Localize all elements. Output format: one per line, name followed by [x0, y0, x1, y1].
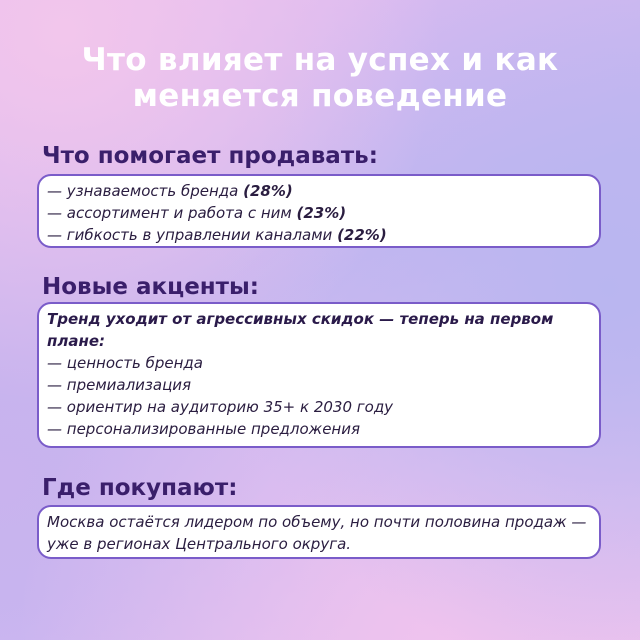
item-value: (23%)	[296, 204, 347, 222]
section-heading-accents: Новые акценты:	[42, 274, 260, 300]
item-value: (28%)	[243, 182, 293, 200]
section-heading-sales: Что помогает продавать:	[42, 143, 378, 169]
list-item	[47, 180, 591, 202]
page-title-line-1: Что влияет на успех и как	[81, 42, 559, 78]
list-item: — ценность бренда	[47, 354, 203, 372]
where-text: Москва остаётся лидером по объему, но почти половина продаж — уже в регионах Центрального округа.	[47, 513, 587, 553]
accents-card	[37, 302, 601, 448]
accents-lead: Тренд уходит от агрессивных скидок — теперь на первом плане:	[47, 310, 554, 350]
list-item: — персонализированные предложения	[47, 420, 361, 438]
where-card	[37, 505, 601, 559]
list-item	[47, 224, 591, 246]
item-text: — гибкость в управлении каналами	[47, 226, 338, 244]
item-text: — ассортимент и работа с ним	[47, 204, 297, 222]
accents-list	[47, 352, 591, 440]
page-title	[0, 42, 640, 114]
section-heading-where: Где покупают:	[42, 475, 238, 501]
list-item	[47, 202, 591, 224]
sales-card	[37, 174, 601, 248]
sales-list	[47, 180, 591, 246]
list-item: — ориентир на аудиторию 35+ к 2030 году	[47, 398, 394, 416]
page-title-line-2: меняется поведение	[132, 78, 508, 114]
list-item: — премиализация	[47, 376, 192, 394]
item-text: — узнаваемость бренда	[47, 182, 244, 200]
item-value: (22%)	[337, 226, 387, 244]
